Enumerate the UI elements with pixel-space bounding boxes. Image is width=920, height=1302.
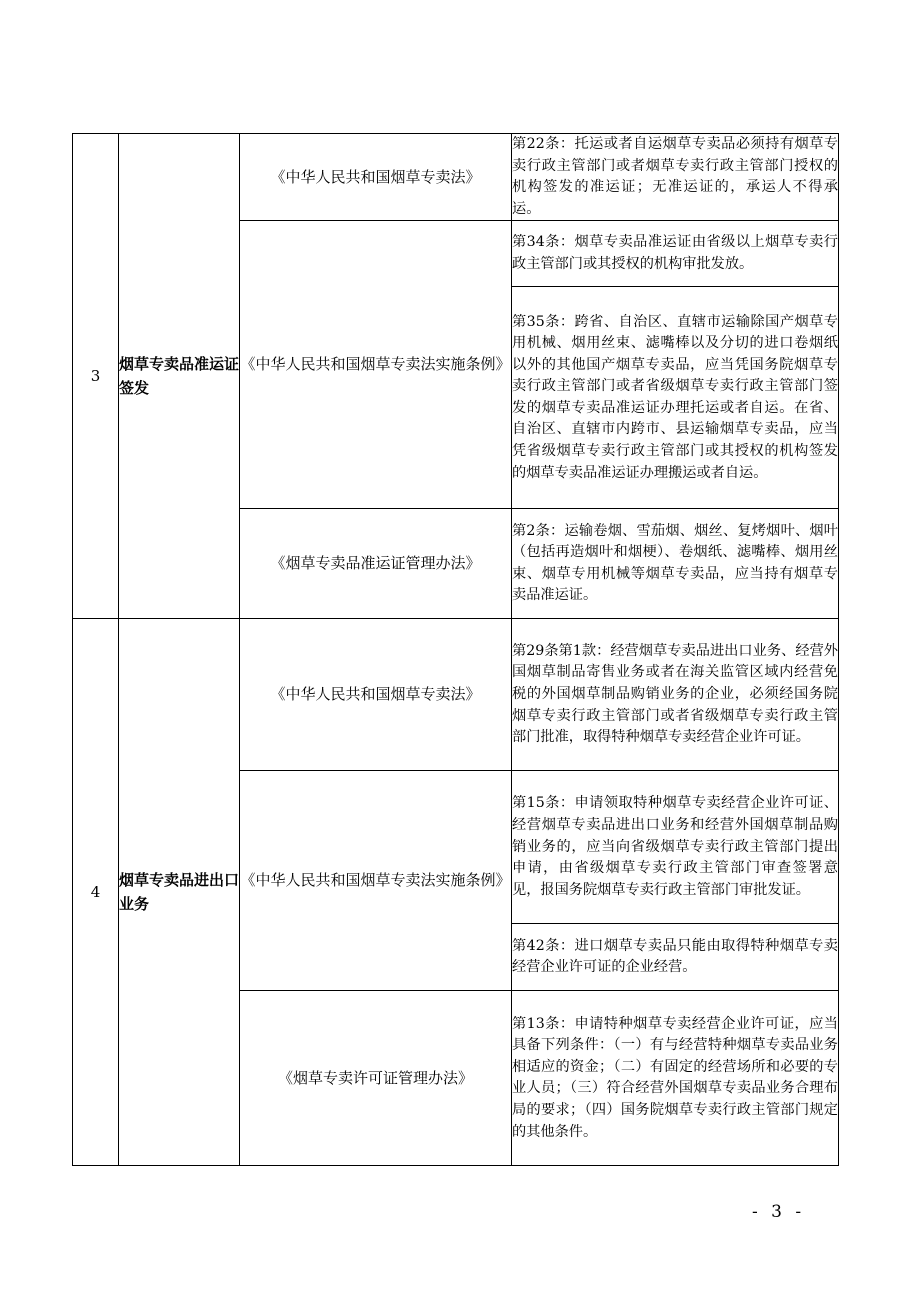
- page-number: - 3 -: [752, 1202, 806, 1222]
- law-name: 《中华人民共和国烟草专卖法实施条例》: [240, 771, 512, 991]
- item-name: 烟草专卖品准运证签发: [119, 134, 240, 619]
- article-text: 第22条：托运或者自运烟草专卖品必须持有烟草专卖行政主管部门或者烟草专卖行政主管部门授权的机构签发的准运证；无准运证的，承运人不得承运。: [512, 134, 839, 221]
- article-text: 第2条：运输卷烟、雪茄烟、烟丝、复烤烟叶、烟叶（包括再造烟叶和烟梗）、卷烟纸、滤嘴棒、烟用丝束、烟草专用机械等烟草专卖品，应当持有烟草专卖品准运证。: [512, 509, 839, 619]
- law-name: 《烟草专卖许可证管理办法》: [240, 991, 512, 1166]
- law-name: 《烟草专卖品准运证管理办法》: [240, 509, 512, 619]
- regulation-table: [72, 133, 839, 1166]
- row-number: 3: [73, 134, 119, 619]
- article-text: 第15条：申请领取特种烟草专卖经营企业许可证、经营烟草专卖品进出口业务和经营外国烟草制品购销业务的，应当向省级烟草专卖行政主管部门提出申请，由省级烟草专卖行政主管部门审查签署意见，报国务院烟草专卖行政主管部门审批发证。: [512, 771, 839, 924]
- article-text: 第35条：跨省、自治区、直辖市运输除国产烟草专用机械、烟用丝束、滤嘴棒以及分切的进口卷烟纸以外的其他国产烟草专卖品，应当凭国务院烟草专卖行政主管部门或者省级烟草专卖行政主管部门签发的烟草专卖品准运证办理托运或者自运。在省、自治区、直辖市内跨市、县运输烟草专卖品，应当凭省级烟草专卖行政主管部门或其授权的机构签发的烟草专卖品准运证办理搬运或者自运。: [512, 287, 839, 509]
- table-row: [73, 619, 839, 771]
- article-text: 第42条：进口烟草专卖品只能由取得特种烟草专卖经营企业许可证的企业经营。: [512, 924, 839, 991]
- item-name: 烟草专卖品进出口业务: [119, 619, 240, 1166]
- law-name: 《中华人民共和国烟草专卖法》: [240, 134, 512, 221]
- law-name: 《中华人民共和国烟草专卖法》: [240, 619, 512, 771]
- article-text: 第13条：申请特种烟草专卖经营企业许可证，应当具备下列条件：（一）有与经营特种烟草专卖品业务相适应的资金；（二）有固定的经营场所和必要的专业人员；（三）符合经营外国烟草专卖品业务合理布局的要求；（四）国务院烟草专卖行政主管部门规定的其他条件。: [512, 991, 839, 1166]
- table-row: [73, 134, 839, 221]
- article-text: 第29条第1款：经营烟草专卖品进出口业务、经营外国烟草制品寄售业务或者在海关监管区域内经营免税的外国烟草制品购销业务的企业，必须经国务院烟草专卖行政主管部门或者省级烟草专卖行政主管部门批准，取得特种烟草专卖经营企业许可证。: [512, 619, 839, 771]
- law-name: 《中华人民共和国烟草专卖法实施条例》: [240, 221, 512, 509]
- article-text: 第34条：烟草专卖品准运证由省级以上烟草专卖行政主管部门或其授权的机构审批发放。: [512, 221, 839, 287]
- row-number: 4: [73, 619, 119, 1166]
